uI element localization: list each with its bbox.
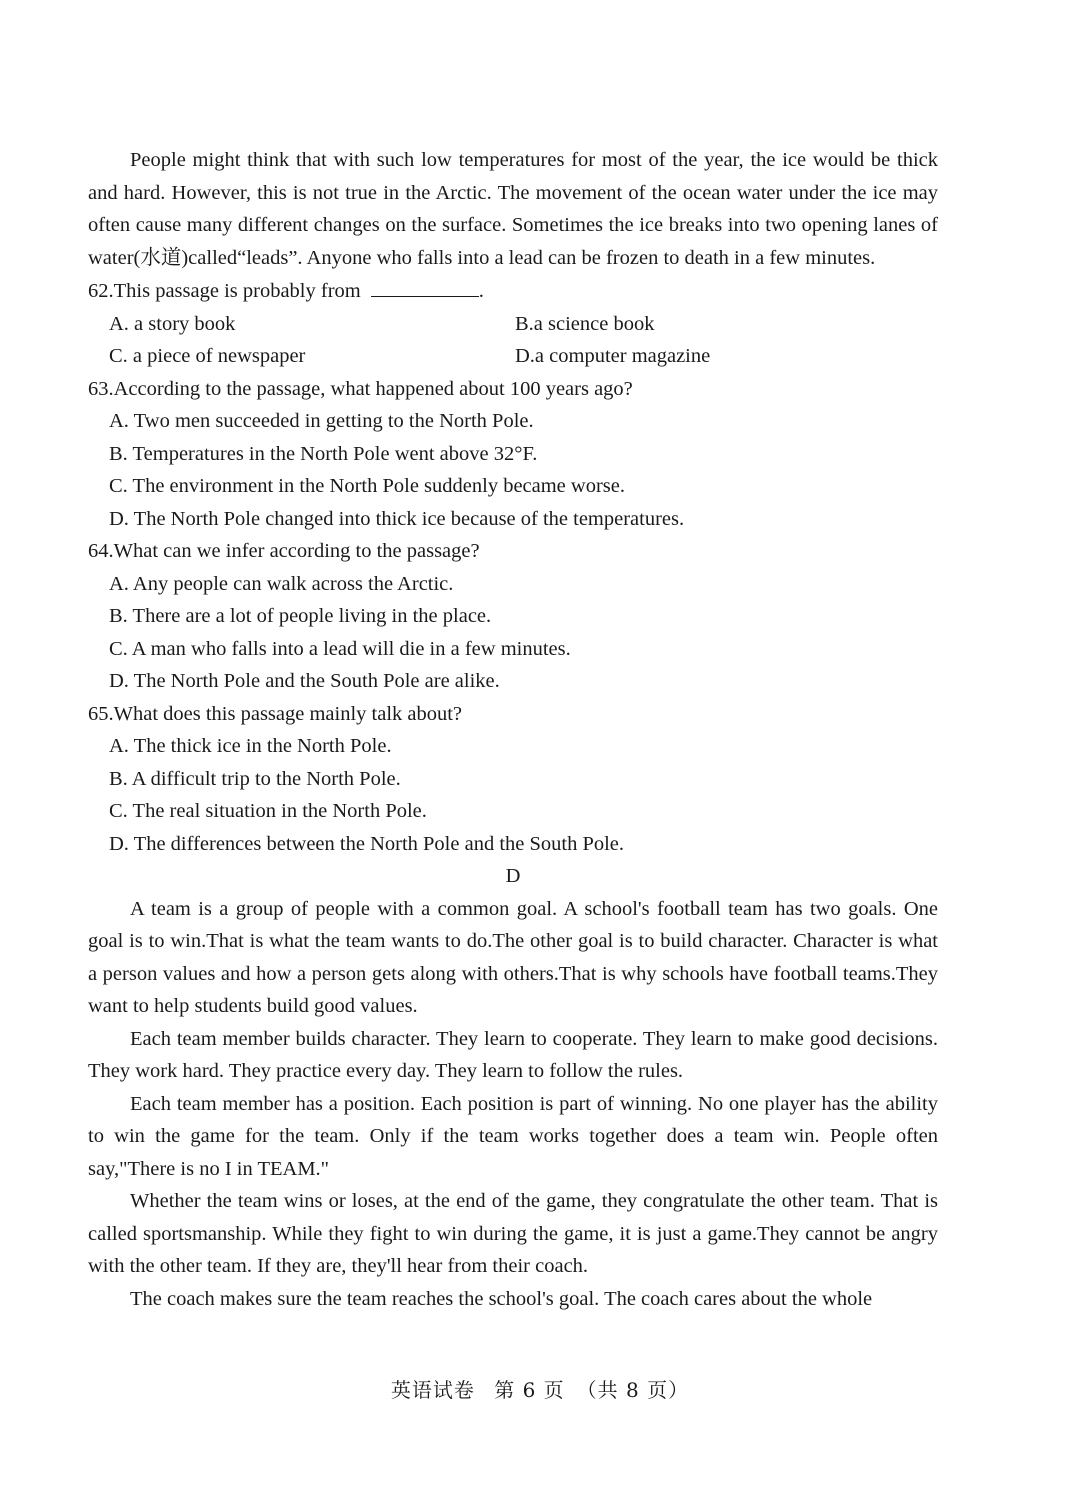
option-d: D. The differences between the North Pole and the South Pole. xyxy=(109,832,625,855)
question-stem: 63.According to the passage, what happened about 100 years ago? xyxy=(88,377,633,400)
option-b: B. There are a lot of people living in the place. xyxy=(109,605,492,627)
option-c: C. A man who falls into a lead will die in a few minutes. xyxy=(109,637,571,660)
passage-d-paragraph: A team is a group of people with a common goal. A school's football team has two goals. One goal is to win.That is what the team wants to do.The other goal is to build character. Character is what a person values and how a person gets along with others.That is why schools have football teams.They want to help students build good values. xyxy=(88,897,938,1017)
passage-d-paragraph: Each team member builds character. They learn to cooperate. They learn to make good decisions. They work hard. They practice every day. They learn to follow the rules. xyxy=(88,1027,938,1082)
option-b: B. Temperatures in the North Pole went above 32°F. xyxy=(109,442,538,465)
section-d xyxy=(88,860,938,1315)
option-a: A. Any people can walk across the Arctic. xyxy=(109,572,454,595)
question-62 xyxy=(88,274,938,373)
question-64 xyxy=(88,535,938,698)
question-63 xyxy=(88,373,938,536)
passage-c-paragraph: People might think that with such low temperatures for most of the year, the ice would be thick and hard. However, this is not true in the Arctic. The movement of the ocean water under the ice may often cause many different changes on the surface. Sometimes the ice breaks into two opening lanes of water(水道)called“leads”. Anyone who falls into a lead can be frozen to death in a few minutes. xyxy=(88,149,938,269)
question-stem: 64.What can we infer according to the passage? xyxy=(88,540,480,562)
option-c: C. The environment in the North Pole suddenly became worse. xyxy=(109,475,625,497)
option-d: D. The North Pole changed into thick ice because of the temperatures. xyxy=(109,507,685,530)
option-a: A. The thick ice in the North Pole. xyxy=(109,735,392,757)
question-stem xyxy=(88,274,938,308)
footer-subject: 英语试卷 xyxy=(390,1378,475,1402)
passage-d-paragraph: Each team member has a position. Each position is part of winning. No one player has the ability to win the game for the team. Only if the team works together does a team win. People often say,"There is no I in TEAM." xyxy=(88,1092,938,1180)
option-c: C. a piece of newspaper xyxy=(109,345,306,367)
section-heading: D xyxy=(505,865,521,887)
question-stem: 65.What does this passage mainly talk about? xyxy=(88,702,463,725)
option-a: A. Two men succeeded in getting to the North Pole. xyxy=(109,410,534,432)
option-b: B.a science book xyxy=(515,312,655,335)
question-stem-text: 62.This passage is probably from xyxy=(88,280,361,302)
option-d: D.a computer magazine xyxy=(515,345,711,367)
answer-blank xyxy=(371,274,479,297)
footer-total-pages: （共 8 页） xyxy=(576,1378,690,1402)
exam-page xyxy=(88,144,938,1315)
passage-d-paragraph: The coach makes sure the team reaches the school's goal. The coach cares about the whole xyxy=(130,1287,873,1310)
option-d: D. The North Pole and the South Pole are alike. xyxy=(109,670,500,692)
page-footer xyxy=(0,1374,1080,1403)
question-stem-end: . xyxy=(478,280,484,302)
passage-d-paragraph: Whether the team wins or loses, at the end of the game, they congratulate the other team. That is called sportsmanship. While they fight to win during the game, it is just a game.They cannot be angry with the other team. If they are, they'll hear from their coach. xyxy=(88,1190,938,1277)
option-c: C. The real situation in the North Pole. xyxy=(109,800,427,822)
footer-page-number: 第 6 页 xyxy=(494,1378,565,1402)
option-b: B. A difficult trip to the North Pole. xyxy=(109,767,401,790)
option-a: A. a story book xyxy=(109,312,236,335)
question-65 xyxy=(88,698,938,861)
option-grid xyxy=(88,308,938,373)
